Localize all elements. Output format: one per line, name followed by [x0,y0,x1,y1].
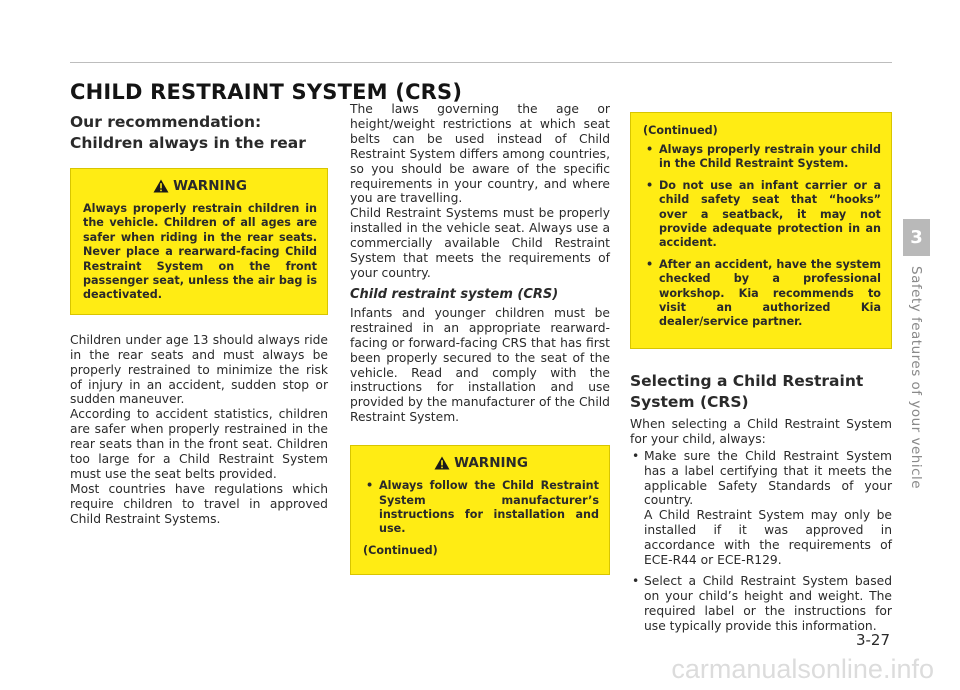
warning-header [83,178,317,194]
continued-label: (Continued) [363,543,438,557]
top-rule [70,62,892,63]
crs-subheading: Child restraint system (CRS) [350,286,559,302]
chapter-tab: 3 [903,219,930,256]
warning-triangle-icon [153,179,169,193]
chapter-title: Safety features of your vehicle [908,266,924,490]
bullet-item [630,449,892,568]
paragraph: The laws governing the age or height/weight restrictions at which seat belts can be used instead of Child Restraint System differs among countries, so you should be aware of the specific requirements in your country, and where you are travelling. [350,102,610,206]
watermark: carmanualsonline.info [671,654,934,684]
warning-list [363,479,599,537]
warning-box-3 [630,112,892,349]
column-3 [630,112,892,640]
paragraph: According to accident statistics, children are safer when properly restrained in the rear seats than in the front seat. Children too large for a Child Restraint System must use the seat belts provided. [70,407,328,481]
warning-box-1 [70,168,328,315]
warning-label: WARNING [173,178,247,194]
paragraph: Infants and younger children must be restrained in an appropriate rearward-facing or forward-facing CRS that has first been properly secured to the seat of the vehicle. Read and comply with the instructions for installation and use provided by the manufacturer of the Child Restraint System. [350,305,610,425]
paragraph: When selecting a Child Restraint System for your child, always: [630,416,892,446]
warning-text: Always properly restrain children in the vehicle. Children of all ages are safer when riding in the rear seats. Never place a rearward-facing Child Restraint System on the front passenger seat, unless the air bag is deactivated. [83,202,317,302]
bullet-text: Select a Child Restraint System based on your child’s height and weight. The required label or the instructions for use typically provide this information. [644,573,892,633]
selecting-heading: Selecting a Child Restraint System (CRS) [630,371,864,411]
recommendation-heading: Our recommendation: Children always in the rear [70,113,306,152]
warning-header [363,455,599,471]
bullet-text: Make sure the Child Restraint System has a label certifying that it meets the applicable Safety Standards of your country. [644,448,892,508]
column-1 [70,112,328,527]
bullet-item [630,574,892,634]
warning-triangle-icon [434,456,450,470]
warning-label: WARNING [454,455,528,472]
warning-box-2 [350,445,610,575]
paragraph: Child Restraint Systems must be properly installed in the vehicle seat. Always use a commercially available Child Restraint System that meets the requirements of your country. [350,206,610,280]
column-2 [350,102,610,575]
warning-list [643,143,881,330]
paragraph: Most countries have regulations which require children to travel in approved Child Restraint Systems. [70,481,328,526]
warning-item: • Always properly restrain your child in the Child Restraint System. [643,143,881,172]
paragraph: Children under age 13 should always ride in the rear seats and must always be properly restrained to minimize the risk of injury in an accident, sudden stop or sudden maneuver. [70,332,328,407]
warning-item: • After an accident, have the system checked by a professional workshop. Kia recommends to visit an authorized Kia dealer/service partner. [643,258,881,330]
warning-item: • Do not use an infant carrier or a child safety seat that “hooks” over a seatback, it may not provide adequate protection in an accident. [643,179,881,251]
warning-item: • Always follow the Child Restraint System manufacturer’s instructions for installation and use. [363,479,599,537]
continued-label: (Continued) [643,124,718,137]
bullet-extra: A Child Restraint System may only be installed if it was approved in accordance with the requirements of ECE-R44 or ECE-R129. [644,508,892,568]
page-number: 3-27 [855,631,890,649]
section-title: CHILD RESTRAINT SYSTEM (CRS) [70,80,463,104]
selection-bullets [630,449,892,634]
